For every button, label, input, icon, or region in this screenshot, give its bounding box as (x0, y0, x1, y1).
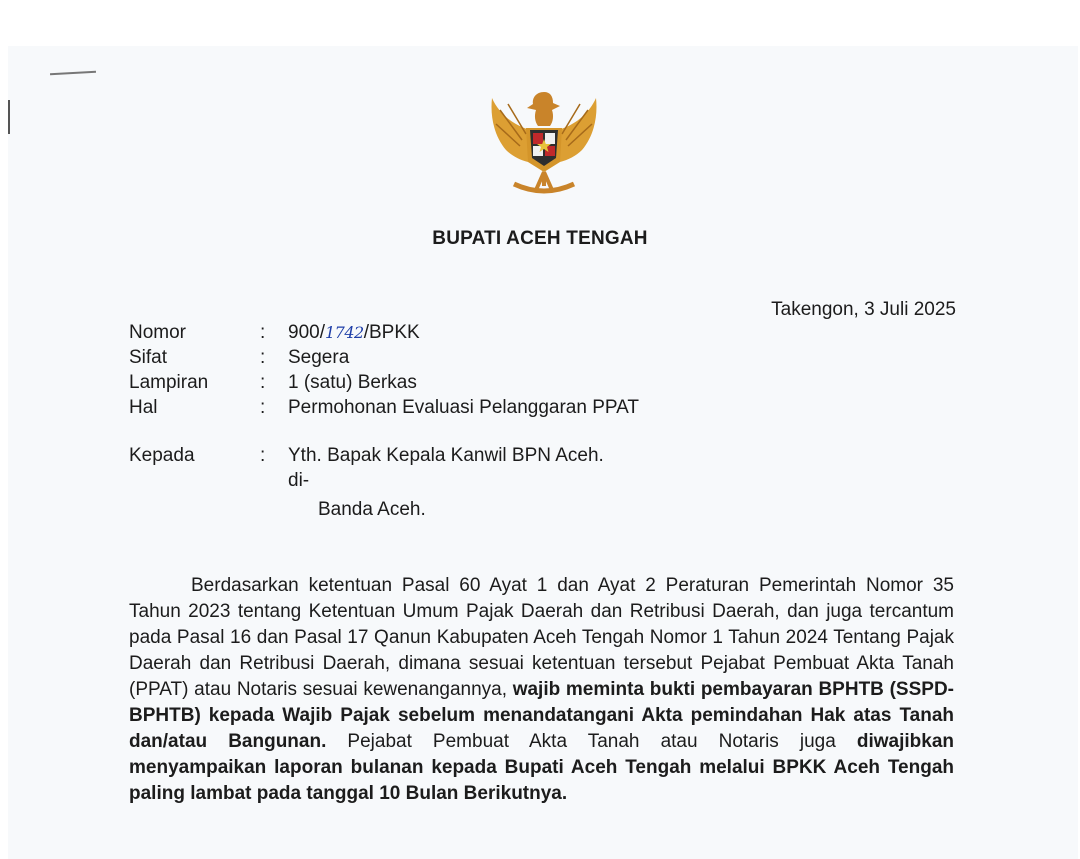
meta-value-lampiran: 1 (satu) Berkas (288, 372, 417, 393)
body-bold-reporting: diwajibkan menyampaikan laporan bulanan kepada Bupati Aceh Tengah melalui BPKK Aceh Tengah paling lambat pada tanggal 10 Bulan Berikutnya. (129, 731, 954, 804)
meta-label-hal: Hal (129, 397, 158, 418)
nomor-prefix: 900/ (288, 322, 325, 343)
meta-label-sifat: Sifat (129, 347, 168, 368)
date-line: Takengon, 3 Juli 2025 (771, 299, 956, 320)
nomor-handwritten: 1742 (324, 323, 364, 342)
meta-colon: : (260, 372, 266, 393)
body-text-part-2: Pejabat Pembuat Akta Tanah atau Notaris juga (326, 731, 857, 752)
meta-row-sifat (129, 345, 639, 370)
scan-edge-mark (8, 100, 10, 134)
recipient-label: Kepada (129, 445, 195, 466)
nomor-suffix: /BPKK (363, 322, 420, 343)
letterhead-title: BUPATI ACEH TENGAH (432, 228, 648, 249)
meta-row-nomor (129, 320, 639, 345)
meta-value-hal: Permohonan Evaluasi Pelanggaran PPAT (288, 397, 640, 418)
meta-label-nomor: Nomor (129, 322, 187, 343)
garuda-emblem-icon (486, 86, 602, 198)
meta-colon: : (260, 322, 266, 343)
meta-row-hal (129, 395, 639, 420)
body-paragraph (129, 573, 954, 807)
meta-label-lampiran: Lampiran (129, 372, 209, 393)
recipient-line-2: di- (288, 470, 310, 491)
body-bold-obligation: wajib meminta bukti pembayaran BPHTB (SSPD-BPHTB) kepada Wajib Pajak sebelum menandatangani Akta pemindahan Hak atas Tanah dan/atau Bangunan. (129, 679, 954, 752)
recipient-line-3: Banda Aceh. (318, 499, 426, 520)
meta-colon: : (260, 347, 266, 368)
recipient-row (129, 443, 604, 468)
meta-colon: : (260, 445, 266, 466)
recipient-block (129, 443, 604, 522)
meta-row-lampiran (129, 370, 639, 395)
meta-value-nomor (288, 320, 420, 345)
body-text-part-1: Berdasarkan ketentuan Pasal 60 Ayat 1 dan Ayat 2 Peraturan Pemerintah Nomor 35 Tahun 2023 tentang Ketentuan Umum Pajak Daerah dan Retribusi Daerah, dan juga tercantum pada Pasal 16 dan Pasal 17 Qanun Kabupaten Aceh Tengah Nomor 1 Tahun 2024 Tentang Pajak Daerah dan Retribusi Daerah, dimana sesuai ketentuan tersebut Pejabat Pembuat Akta Tanah (PPAT) atau Notaris sesuai kewenangannya, (129, 575, 954, 700)
meta-colon: : (260, 397, 266, 418)
meta-value-sifat: Segera (288, 347, 350, 368)
recipient-line-1: Yth. Bapak Kepala Kanwil BPN Aceh. (288, 445, 604, 466)
letter-meta (129, 320, 639, 420)
